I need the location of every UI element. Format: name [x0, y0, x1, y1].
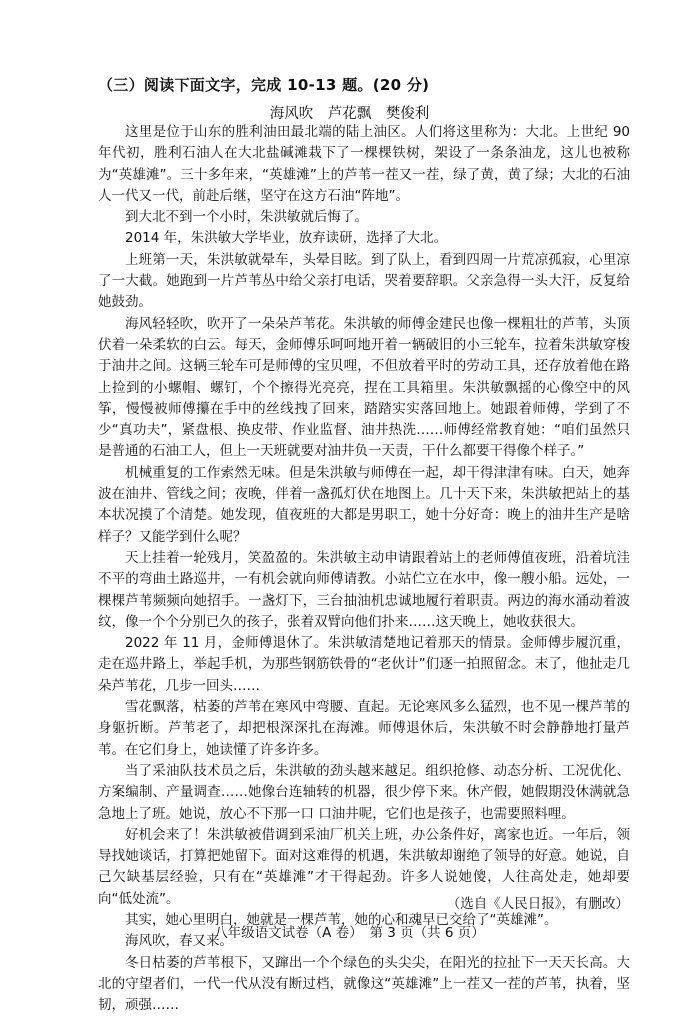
paragraph: 其实，她心里明白，她就是一棵芦苇，她的心和魂早已交给了“英雄滩”。 [125, 911, 558, 928]
paragraph: 上班第一天，朱洪敏就晕车，头晕目眩。到了队上，看到四周一片荒凉孤寂，心里凉了一大截。她跑到一片芦苇丛中给父亲打电话，哭着要辞职。父亲急得一头大汗，反复给她鼓劲。 [98, 251, 630, 311]
paragraph: 天上挂着一轮残月，笑盈盈的。朱洪敏主动申请跟着站上的老师傅值夜班，沿着坑洼不平的弯曲土路巡井，一有机会就向师傅请教。小站伫立在水中，像一艘小船。远处，一棵棵芦苇频频向她招手。一盏灯下，三台抽油机忠诚地履行着职责。两边的海水涌动着波纹，像一个个分别已久的孩子，张着双臂向他们扑来……这天晚上，她收获很大。 [98, 549, 630, 630]
paragraph: 冬日枯萎的芦苇根下，又蹿出一个个绿色的头尖尖，在阳光的拉扯下一天天长高。大北的守望者们，一代一代从没有断过档，就像这“英雄滩”上一茬又一茬的芦苇，执着，坚韧，顽强…… [98, 954, 630, 1014]
paragraph: 当了采油队技术员之后，朱洪敏的劲头越来越足。组织抢修、动态分析、工况优化、方案编制、产量调查……她像台连轴转的机器，很少停下来。休产假，她假期没休满就急急地上了班。她说，放心不下那一口 口油井呢，它们也是孩子，也需要照料哩。 [98, 762, 630, 822]
page-footer: 八年级语文试卷（A 卷） 第 3 页（共 6 页） [214, 925, 485, 941]
paragraph: 好机会来了！朱洪敏被借调到采油厂机关上班，办公条件好，离家也近。一年后，领导找她谈话，打算把她留下。面对这难得的机遇，朱洪敏却谢绝了领导的好意。她说，自己欠缺基层经验，只有在“英雄滩”才干得起劲。许多人说她傻，人往高处走，她却要向“低处流”。 [98, 826, 630, 907]
paragraph: 2014 年，朱洪敏大学毕业，放弃读研，选择了大北。 [125, 230, 448, 247]
paragraph: 这里是位于山东的胜利油田最北端的陆上油区。人们将这里称为：大北。上世纪 90 年代初，胜利石油人在大北盐碱滩栽下了一棵棵铁树，架设了一条条油龙，这儿也被称为“英雄滩”。三十多年来，“英雄滩”上的芦苇一茬又一茬，绿了黄，黄了绿；大北的石油人一代又一代，前赴后继，坚守在这方石油“阵地”。 [98, 124, 630, 204]
paragraph: 机械重复的工作索然无味。但是朱洪敏与师傅在一起，却干得津津有味。白天，她奔波在油井、管线之间；夜晚，伴着一盏孤灯伏在地图上。几十天下来，朱洪敏把站上的基本状况摸了个清楚。她发现，值夜班的大都是男职工，她十分好奇：晚上的油井生产是啥样子？又能学到什么呢？ [98, 464, 630, 545]
paragraph: 海风轻轻吹，吹开了一朵朵芦苇花。朱洪敏的师傅金建民也像一棵粗壮的芦苇，头顶伏着一朵柔软的白云。每天，金师傅乐呵呵地开着一辆破旧的小三轮车，拉着朱洪敏穿梭于油井之间。这辆三轮车可是师傅的宝贝哩，不但放着平时的劳动工具，还存放着他在路上捡到的小螺帽、螺钉，个个擦得光亮亮，捏在工具箱里。朱洪敏飘摇的心像空中的风筝，慢慢被师傅攥在手中的丝线拽了回来，踏踏实实落回地上。她跟着师傅，学到了不少“真功夫”，紧盘根、换皮带、作业监督、油井热洗……师傅经常教育她：“咱们虽然只是普通的石油工人，但上一天班就要对油井负一天责，干什么都要干得像个样子。” [98, 315, 630, 460]
paragraph: 到大北不到一个小时，朱洪敏就后悔了。 [125, 209, 368, 226]
paragraph: 2022 年 11 月，金师傅退休了。朱洪敏清楚地记着那天的情景。金师傅步履沉重，走在巡井路上，举起手机，为那些钢筋铁骨的“老伙计”们逐一拍照留念。末了，他扯走几朵芦苇花，几步一回头…… [98, 635, 630, 694]
article-body [98, 122, 630, 1016]
paragraph: 海风吹，春又来。 [125, 933, 233, 950]
section-heading: （三）阅读下面文字，完成 10-13 题。(20 分) [98, 76, 430, 94]
article-title: 海风吹 芦花飘 樊俊利 [269, 106, 430, 122]
paragraph: 雪花飘落，枯萎的芦苇在寒风中弯腰、直起。无论寒风多么猛烈，也不见一棵芦苇的身躯折断。芦苇老了，却把根深深扎在海滩。师傅退休后，朱洪敏不时会静静地打量芦苇。在它们身上，她读懂了许多许多。 [98, 699, 630, 758]
source-note: （选自《人民日报》，有删改） [446, 896, 629, 912]
